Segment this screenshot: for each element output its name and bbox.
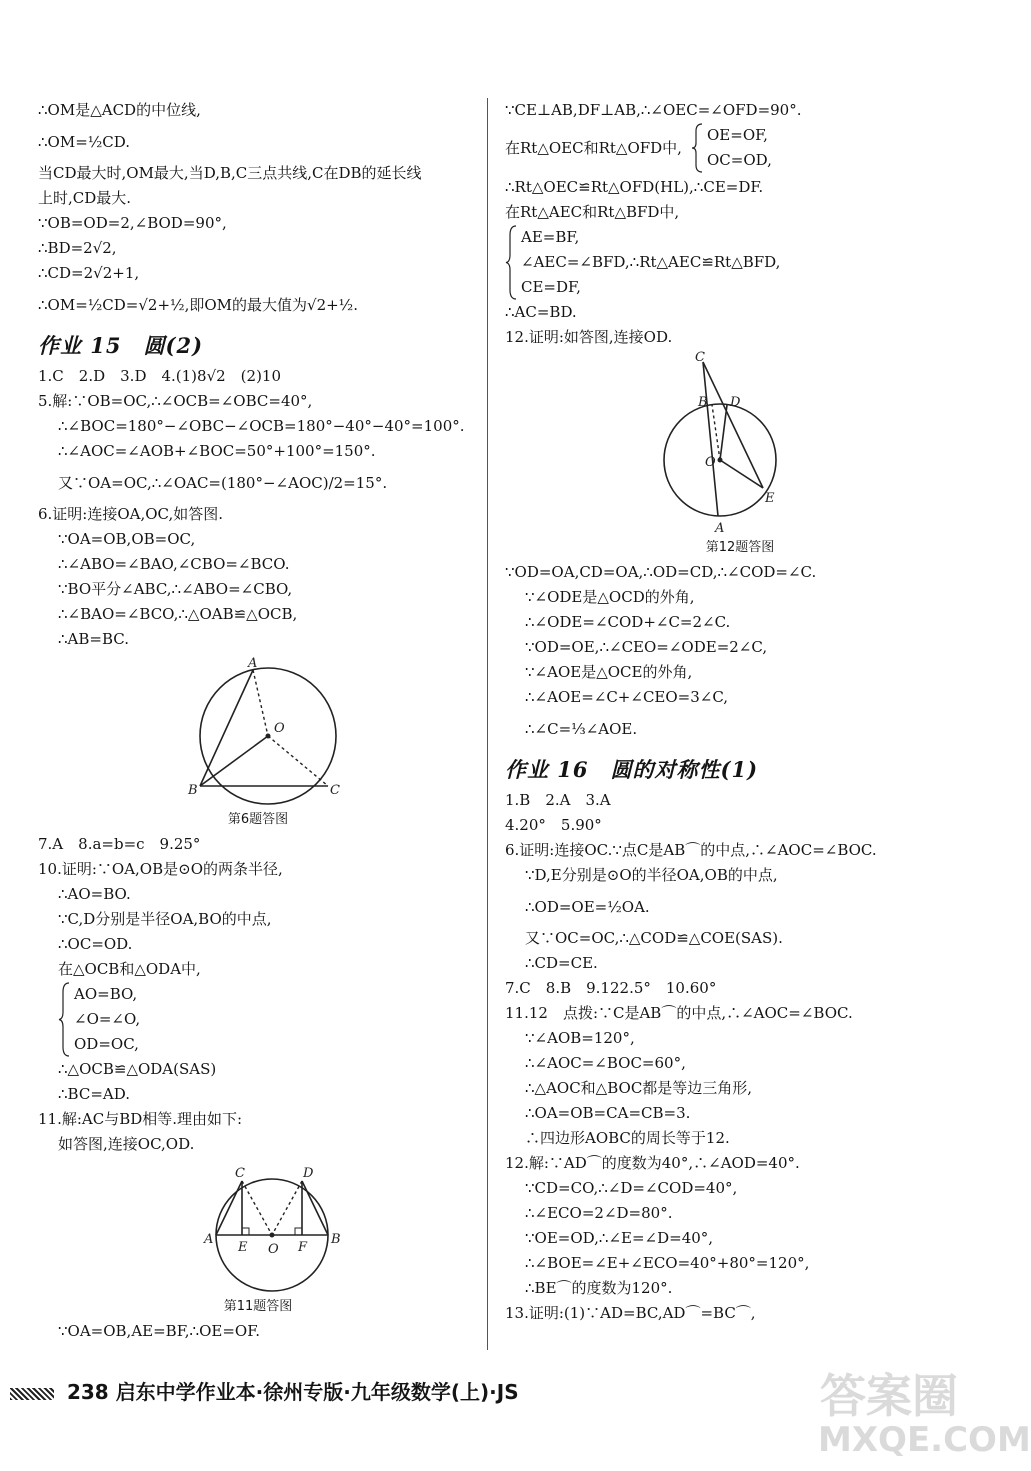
fig12-label-c: C xyxy=(695,350,705,365)
brace-line: AE=BF, xyxy=(521,228,580,246)
fig11-label-f: F xyxy=(298,1240,308,1255)
text-line: ∴∠C=⅓∠AOE. xyxy=(525,720,638,738)
book-title: 启东中学作业本·徐州专版·九年级数学(上)·JS xyxy=(115,1380,519,1404)
brace-group-10 xyxy=(58,982,478,1057)
page-footer xyxy=(10,1376,519,1405)
text-line: ∵D,E分别是⊙O的半径OA,OB的中点, xyxy=(525,866,778,884)
text-line: ∵CE⊥AB,DF⊥AB,∴∠OEC=∠OFD=90°. xyxy=(505,101,802,119)
fig11-label-a: A xyxy=(204,1232,214,1247)
text-line: ∴∠AOC=∠BOC=60°, xyxy=(525,1054,686,1072)
text-line: 上时,CD最大. xyxy=(38,189,132,207)
text-line: ∴△AOC和△BOC都是等边三角形, xyxy=(525,1079,753,1097)
brace-shape xyxy=(691,123,703,173)
figure-11-diagram xyxy=(38,1163,478,1295)
text-line: ∵BO平分∠ABC,∴∠ABO=∠CBO, xyxy=(58,580,293,598)
text-line: ∵OD=OA,CD=OA,∴OD=CD,∴∠COD=∠C. xyxy=(505,563,817,581)
text-line: 在Rt△AEC和Rt△BFD中, xyxy=(505,203,680,221)
text-line: ∵OE=OD,∴∠E=∠D=40°, xyxy=(525,1229,714,1247)
text-line: ∴∠BOE=∠E+∠ECO=40°+80°=120°, xyxy=(525,1254,810,1272)
fig11-label-b: B xyxy=(331,1232,341,1247)
right-column xyxy=(505,98,975,1326)
fig6-label-c: C xyxy=(330,783,340,798)
text-line: ∵CD=CO,∴∠D=∠COD=40°, xyxy=(525,1179,738,1197)
text-line: 11.解:AC与BD相等.理由如下: xyxy=(38,1110,243,1128)
section-title-16: 作业 16 圆的对称性(1) xyxy=(505,757,759,782)
text-line: ∴∠ABO=∠BAO,∠CBO=∠BCO. xyxy=(58,555,290,573)
text-line: ∴∠AOC=∠AOB+∠BOC=50°+100°=150°. xyxy=(58,442,376,460)
text-line: ∴BE⌒的度数为120°. xyxy=(525,1279,673,1297)
rt-congruence-intro xyxy=(505,123,975,175)
text-line: 12.证明:如答图,连接OD. xyxy=(505,328,673,346)
text-line: 如答图,连接OC,OD. xyxy=(58,1135,195,1153)
text-line: ∴∠AOE=∠C+∠CEO=3∠C, xyxy=(525,688,729,706)
fig11-label-o: O xyxy=(268,1242,279,1257)
fig12-label-b: B xyxy=(698,395,708,410)
column-divider xyxy=(487,98,488,1350)
text-line: 11.12 点拨:∵C是AB⌒的中点,∴∠AOC=∠BOC. xyxy=(505,1004,853,1022)
text-line: ∵OA=OB,AE=BF,∴OE=OF. xyxy=(58,1322,261,1340)
brace-group-rt2 xyxy=(505,225,975,300)
text-line: ∵C,D分别是半径OA,BO的中点, xyxy=(58,910,272,928)
text-line: 当CD最大时,OM最大,当D,B,C三点共线,C在DB的延长线 xyxy=(38,164,422,182)
text-line: ∵OB=OD=2,∠BOD=90°, xyxy=(38,214,227,232)
text-line: ∴OC=OD. xyxy=(58,935,133,953)
figure-6-caption: 第6题答图 xyxy=(227,812,289,827)
text-line: 10.证明:∵OA,OB是⊙O的两条半径, xyxy=(38,860,283,878)
left-column xyxy=(38,98,478,1344)
text-line: ∵OD=OE,∴∠CEO=∠ODE=2∠C, xyxy=(525,638,768,656)
text-line: 13.证明:(1)∵AD=BC,AD⌒=BC⌒, xyxy=(505,1304,756,1322)
text-line: ∴△OCB≌△ODA(SAS) xyxy=(58,1060,217,1078)
text-line: 6.证明:连接OC.∵点C是AB⌒的中点,∴∠AOC=∠BOC. xyxy=(505,841,877,859)
text-line: 12.解:∵AD⌒的度数为40°,∴∠AOD=40°. xyxy=(505,1154,800,1172)
text-line: ∴AC=BD. xyxy=(505,303,577,321)
text-line: ∴BD=2√2, xyxy=(38,239,117,257)
text-line: 又∵OA=OC,∴∠OAC=(180°−∠AOC)/2=15°. xyxy=(58,474,388,492)
figure-11-caption: 第11题答图 xyxy=(223,1299,293,1314)
footer-pattern xyxy=(10,1388,54,1400)
fig12-label-d: D xyxy=(730,395,741,410)
text-line: ∴OM=½CD. xyxy=(38,133,131,151)
brace-line: OE=OF, xyxy=(707,126,768,144)
watermark-brand: 答案圈 xyxy=(820,1369,958,1423)
text-line: 7.C 8.B 9.122.5° 10.60° xyxy=(505,979,717,997)
text-line: ∴OA=OB=CA=CB=3. xyxy=(525,1104,691,1122)
text-line: 在Rt△OEC和Rt△OFD中, xyxy=(505,139,682,157)
brace-shape xyxy=(58,982,70,1057)
text-line: ∴BC=AD. xyxy=(58,1085,130,1103)
fig11-label-d: D xyxy=(303,1166,314,1181)
text-line: 7.A 8.a=b=c 9.25° xyxy=(38,835,201,853)
fig11-label-e: E xyxy=(238,1240,248,1255)
text-line: ∵∠AOE是△OCE的外角, xyxy=(525,663,693,681)
text-line: 4.20° 5.90° xyxy=(505,816,602,834)
figure-12-diagram xyxy=(505,350,975,536)
section-title-15: 作业 15 圆(2) xyxy=(38,333,204,358)
brace-line: ∠AEC=∠BFD,∴Rt△AEC≌Rt△BFD, xyxy=(521,253,781,271)
fig6-label-b: B xyxy=(188,783,198,798)
text-line: ∵∠ODE是△OCD的外角, xyxy=(525,588,695,606)
text-line: ∴AB=BC. xyxy=(58,630,129,648)
text-line: ∵OA=OB,OB=OC, xyxy=(58,530,196,548)
figure-12-caption: 第12题答图 xyxy=(705,540,775,555)
text-line: ∴AO=BO. xyxy=(58,885,131,903)
text-line: ∴CD=CE. xyxy=(525,954,598,972)
fig6-label-a: A xyxy=(248,656,258,671)
text-line: ∴OM是△ACD的中位线, xyxy=(38,101,201,119)
brace-line: OD=OC, xyxy=(74,1035,139,1053)
text-line: ∴∠ODE=∠COD+∠C=2∠C. xyxy=(525,613,731,631)
text-line: 5.解:∵OB=OC,∴∠OCB=∠OBC=40°, xyxy=(38,392,313,410)
text-line: 1.C 2.D 3.D 4.(1)8√2 (2)10 xyxy=(38,367,282,385)
brace-shape xyxy=(505,225,517,300)
text-line: ∴OD=OE=½OA. xyxy=(525,898,650,916)
text-line: 在△OCB和△ODA中, xyxy=(58,960,201,978)
text-line: 又∵OC=OC,∴△COD≌△COE(SAS). xyxy=(525,929,783,947)
text-line: ∴∠BAO=∠BCO,∴△OAB≌△OCB, xyxy=(58,605,298,623)
fig12-label-e: E xyxy=(765,491,775,506)
text-line: 6.证明:连接OA,OC,如答图. xyxy=(38,505,224,523)
brace-line: OC=OD, xyxy=(707,151,772,169)
brace-line: CE=DF, xyxy=(521,278,581,296)
text-line: ∵∠AOB=120°, xyxy=(525,1029,635,1047)
text-line: ∴OM=½CD=√2+½,即OM的最大值为√2+½. xyxy=(38,296,358,314)
text-line: ∴∠BOC=180°−∠OBC−∠OCB=180°−40°−40°=100°. xyxy=(58,417,465,435)
fig12-label-o: O xyxy=(705,455,716,470)
brace-line: ∠O=∠O, xyxy=(74,1010,141,1028)
page-number: 238 xyxy=(66,1380,109,1404)
text-line: ∴Rt△OEC≌Rt△OFD(HL),∴CE=DF. xyxy=(505,178,764,196)
text-line: ∴CD=2√2+1, xyxy=(38,264,140,282)
watermark-site: MXQE.COM xyxy=(818,1420,1031,1460)
text-line: 1.B 2.A 3.A xyxy=(505,791,611,809)
text-line: ∴四边形AOBC的周长等于12. xyxy=(525,1129,730,1147)
text-line: ∴∠ECO=2∠D=80°. xyxy=(525,1204,673,1222)
brace-group-rt1 xyxy=(691,123,772,173)
fig12-label-a: A xyxy=(715,521,725,536)
fig11-label-c: C xyxy=(235,1166,245,1181)
brace-line: AO=BO, xyxy=(74,985,138,1003)
fig6-label-o: O xyxy=(274,721,285,736)
figure-6-diagram xyxy=(38,658,478,808)
